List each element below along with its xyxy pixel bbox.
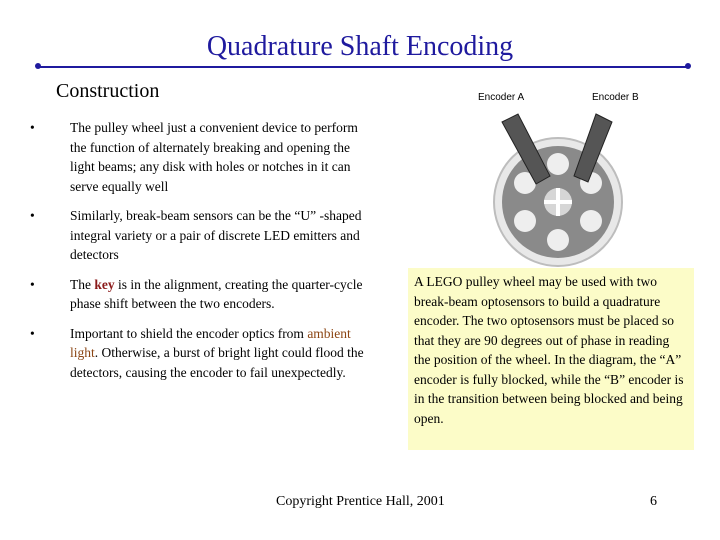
bullet-icon: • <box>30 325 35 341</box>
bullet-icon: • <box>30 276 35 292</box>
bullet-text: The pulley wheel just a convenient device to perform the function of alternately breaking and opening the light beams; any disk with holes or notches in it can serve equally well <box>70 120 358 194</box>
diagram-caption: A LEGO pulley wheel may be used with two break-beam optosensors to build a quadrature encoder. The two optosensors must be placed so that they are 90 degrees out of phase in reading the position of the wheel. In the diagram, the “A” encoder is fully blocked, while the “B” encoder is in the transition between being blocked and being open. <box>408 268 694 450</box>
pulley-hole <box>580 210 602 232</box>
encoder-diagram <box>470 84 650 284</box>
bullet-text: Similarly, break-beam sensors can be the “U” -shaped integral variety or a pair of discrete LED emitters and detectors <box>70 208 362 262</box>
title-rule <box>38 66 688 68</box>
rule-left-dot <box>35 63 41 69</box>
encoder-a-label: Encoder A <box>478 92 525 103</box>
highlight-key: key <box>94 276 115 292</box>
pulley-hole <box>547 153 569 175</box>
encoder-b-label: Encoder B <box>592 92 639 103</box>
bullet-item <box>30 118 370 196</box>
highlight-ambient-light: ambient light <box>70 325 351 360</box>
section-subtitle: Construction <box>56 80 160 102</box>
bullet-icon: • <box>30 120 35 135</box>
bullet-item <box>30 324 370 383</box>
copyright-text: Copyright Prentice Hall, 2001 <box>276 494 445 509</box>
pulley-hole <box>514 210 536 232</box>
bullet-text-post: . Otherwise, a burst of bright light could flood the detectors, causing the encoder to fail unexpectedly. <box>70 345 364 380</box>
bullet-list <box>30 118 370 392</box>
bullet-text-pre: Important to shield the encoder optics from <box>70 325 308 341</box>
slide-title: Quadrature Shaft Encoding <box>206 31 514 62</box>
bullet-text-post: is in the alignment, creating the quarter-cycle phase shift between the two encoders. <box>70 276 363 311</box>
page-number: 6 <box>650 494 657 509</box>
rule-right-dot <box>685 63 691 69</box>
bullet-item <box>30 206 370 265</box>
bullet-text-pre: The <box>70 276 95 292</box>
bullet-icon: • <box>30 208 35 223</box>
pulley-hole <box>547 229 569 251</box>
bullet-item <box>30 275 370 314</box>
